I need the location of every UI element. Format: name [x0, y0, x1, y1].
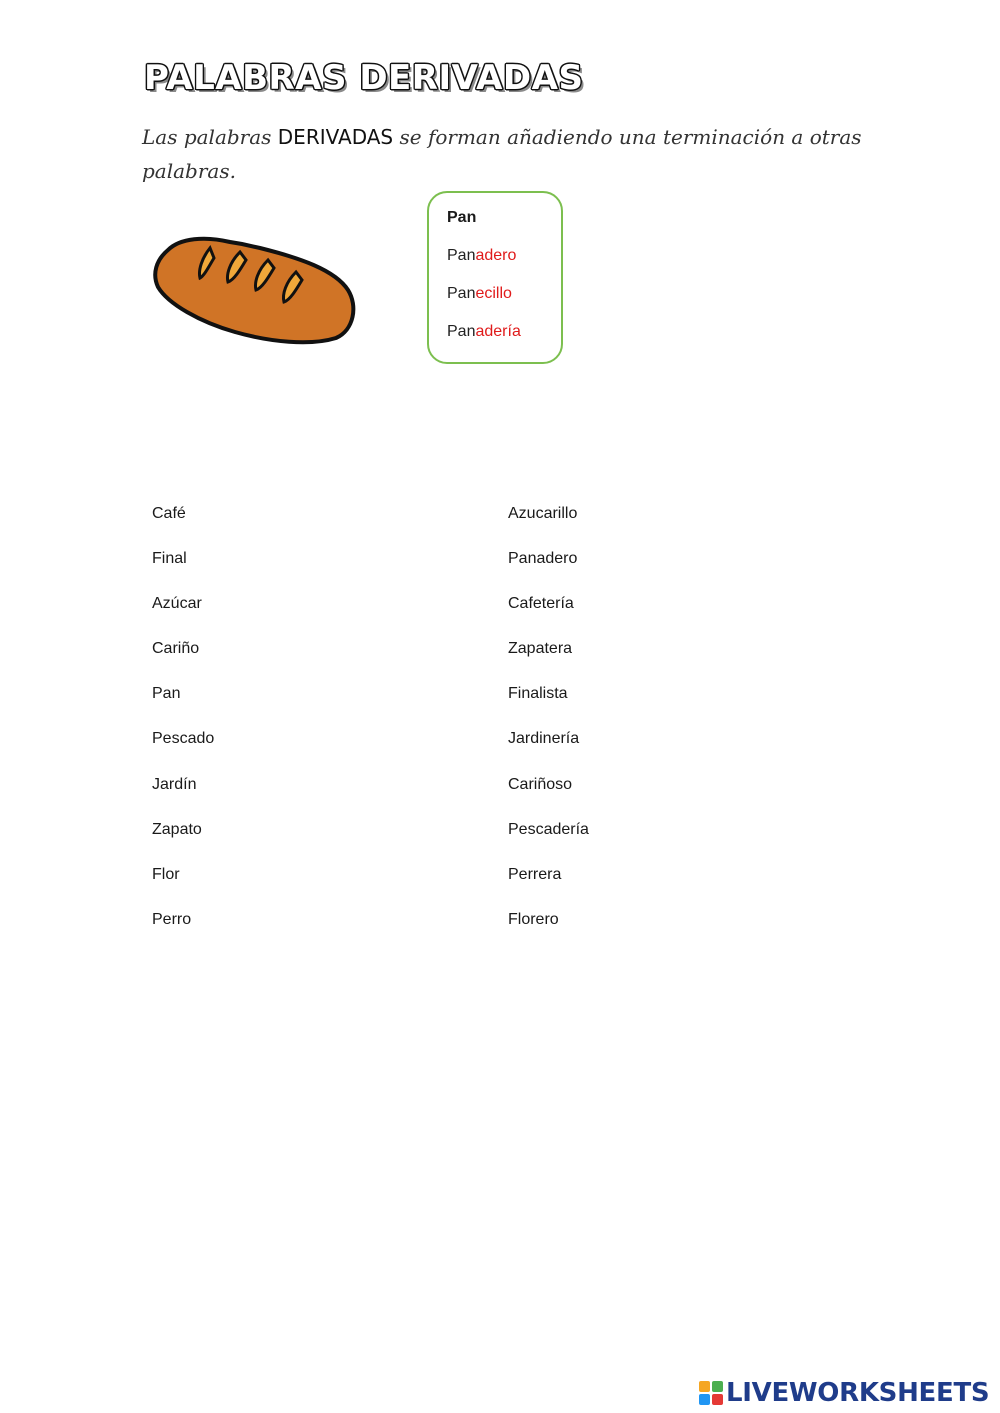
derived-word[interactable]: Zapatera — [508, 640, 573, 658]
intro-before: Las palabras — [142, 125, 278, 149]
liveworksheets-logo-icon — [699, 1381, 723, 1405]
derived-words-column — [508, 503, 589, 954]
base-word[interactable]: Final — [152, 550, 187, 568]
liveworksheets-logo[interactable] — [699, 1378, 989, 1408]
derived-word[interactable]: Perrera — [508, 865, 562, 883]
example-base-word: Pan — [447, 209, 477, 226]
stem: Pan — [447, 247, 476, 264]
example-derived-word — [447, 321, 561, 359]
base-word[interactable]: Café — [152, 505, 186, 522]
base-word[interactable]: Zapato — [152, 820, 202, 838]
stem: Pan — [447, 323, 476, 340]
derived-word[interactable]: Cariñoso — [508, 775, 573, 793]
suffix: adero — [475, 247, 517, 264]
example-box — [427, 191, 563, 364]
derived-word[interactable]: Cafetería — [508, 595, 574, 613]
base-words-column — [152, 503, 214, 954]
base-word[interactable]: Cariño — [152, 640, 200, 658]
intro-after: se forman añadiendo una terminación a otras palabras. — [142, 125, 862, 183]
derived-word[interactable]: Florero — [508, 910, 559, 928]
derived-word[interactable]: Jardinería — [508, 730, 580, 748]
suffix: adería — [475, 323, 521, 340]
suffix: ecillo — [475, 285, 512, 302]
example-derived-word — [447, 283, 561, 321]
intro-highlight: DERIVADAS — [277, 125, 394, 149]
derived-word[interactable]: Pescadería — [508, 820, 589, 838]
base-word[interactable]: Pan — [152, 685, 181, 703]
bread-icon — [150, 232, 360, 350]
brand-name: LIVEWORKSHEETS — [726, 1378, 990, 1408]
derived-word[interactable]: Azucarillo — [508, 505, 578, 522]
intro-text — [142, 120, 862, 188]
base-word[interactable]: Azúcar — [152, 595, 202, 613]
example-derived-word — [447, 245, 561, 283]
derived-word[interactable]: Panadero — [508, 550, 578, 568]
stem: Pan — [447, 285, 476, 302]
base-word[interactable]: Jardín — [152, 775, 197, 793]
base-word[interactable]: Pescado — [152, 730, 215, 748]
base-word[interactable]: Perro — [152, 910, 192, 928]
derived-word[interactable]: Finalista — [508, 685, 568, 703]
page-title: PALABRAS DERIVADAS — [144, 58, 584, 98]
base-word[interactable]: Flor — [152, 865, 180, 883]
